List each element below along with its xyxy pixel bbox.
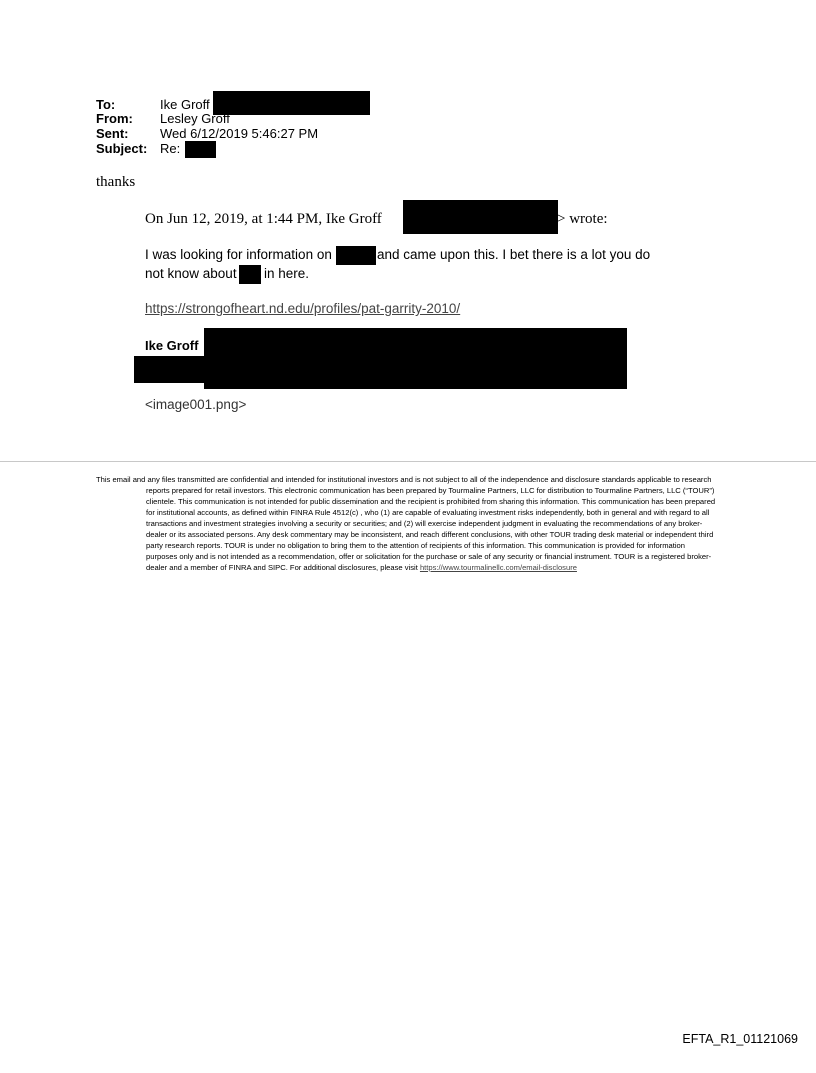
legal-disclaimer	[96, 474, 716, 573]
quote-intro-end: > wrote:	[557, 211, 608, 227]
quote-intro	[145, 211, 382, 228]
subject-value: Re:	[160, 141, 181, 156]
quoted-line-1-end: and came upon this. I bet there is a lot you do	[377, 247, 651, 262]
redaction-sender-email	[403, 200, 558, 234]
sent-label: Sent:	[96, 126, 129, 141]
quoted-line-2-end: in here.	[264, 266, 310, 281]
from-label: From:	[96, 111, 133, 126]
quote-intro-start: On Jun 12, 2019, at 1:44 PM, Ike Groff	[145, 211, 382, 227]
to-label: To:	[96, 97, 116, 112]
document-id: EFTA_R1_01121069	[682, 1032, 798, 1046]
reply-text: thanks	[96, 174, 136, 190]
sent-value: Wed 6/12/2019 5:46:27 PM	[160, 126, 319, 141]
disclaimer-divider	[0, 461, 816, 462]
redaction-signature-line	[134, 356, 206, 383]
from-value: Lesley Groff	[160, 111, 230, 126]
signature-name: Ike Groff	[145, 338, 199, 353]
redaction-topic	[336, 246, 376, 265]
redaction-signature-block	[204, 328, 627, 389]
disclaimer-text: This email and any files transmitted are confidential and intended for institutional investors and is not subject to all of the independence and disclosure standards applicable to research reports prepared for retail investors. This electronic communication has been prepared by Tourmaline Partners, LLC for distribution to Tourmaline Partners, LLC (“TOUR”) clientele. This communication is not intended for public dissemination and the recipient is prohibited from sharing this information. This communication has been prepared for institutional accounts, as defined within FINRA Rule 4512(c) , who (1) are capable of evaluating investment risks independently, both in general and with regard to all transactions and investment strategies involving a security or securities; and (2) will exercise independent judgment in evaluating the recommendations of any broker-dealer or its associated persons. Any desk commentary may be inconsistent, and reach different conclusions, with other TOUR trading desk material or independent third party research reports. TOUR is under no obligation to bring them to the attention of recipients of this information. This communication is provided for information purposes only and is not intended as a recommendation, offer or solicitation for the purchase or sale of any security or financial instrument. TOUR is a registered broker-dealer and a member of FINRA and SIPC. For additional disclosures, please visit	[96, 475, 716, 572]
subject-label: Subject:	[96, 141, 148, 156]
to-value: Ike Groff	[160, 97, 210, 112]
quoted-line-2-start: not know about	[145, 266, 237, 281]
redaction-to-email	[213, 91, 370, 115]
quoted-line-1-start: I was looking for information on	[145, 247, 332, 262]
redaction-name	[239, 265, 261, 284]
disclosure-link[interactable]: https://www.tourmalinellc.com/email-disclosure	[419, 563, 577, 572]
redaction-subject	[185, 141, 216, 158]
profile-link[interactable]: https://strongofheart.nd.edu/profiles/pat-garrity-2010/	[145, 301, 461, 316]
attachment-name[interactable]: <image001.png>	[145, 397, 247, 412]
